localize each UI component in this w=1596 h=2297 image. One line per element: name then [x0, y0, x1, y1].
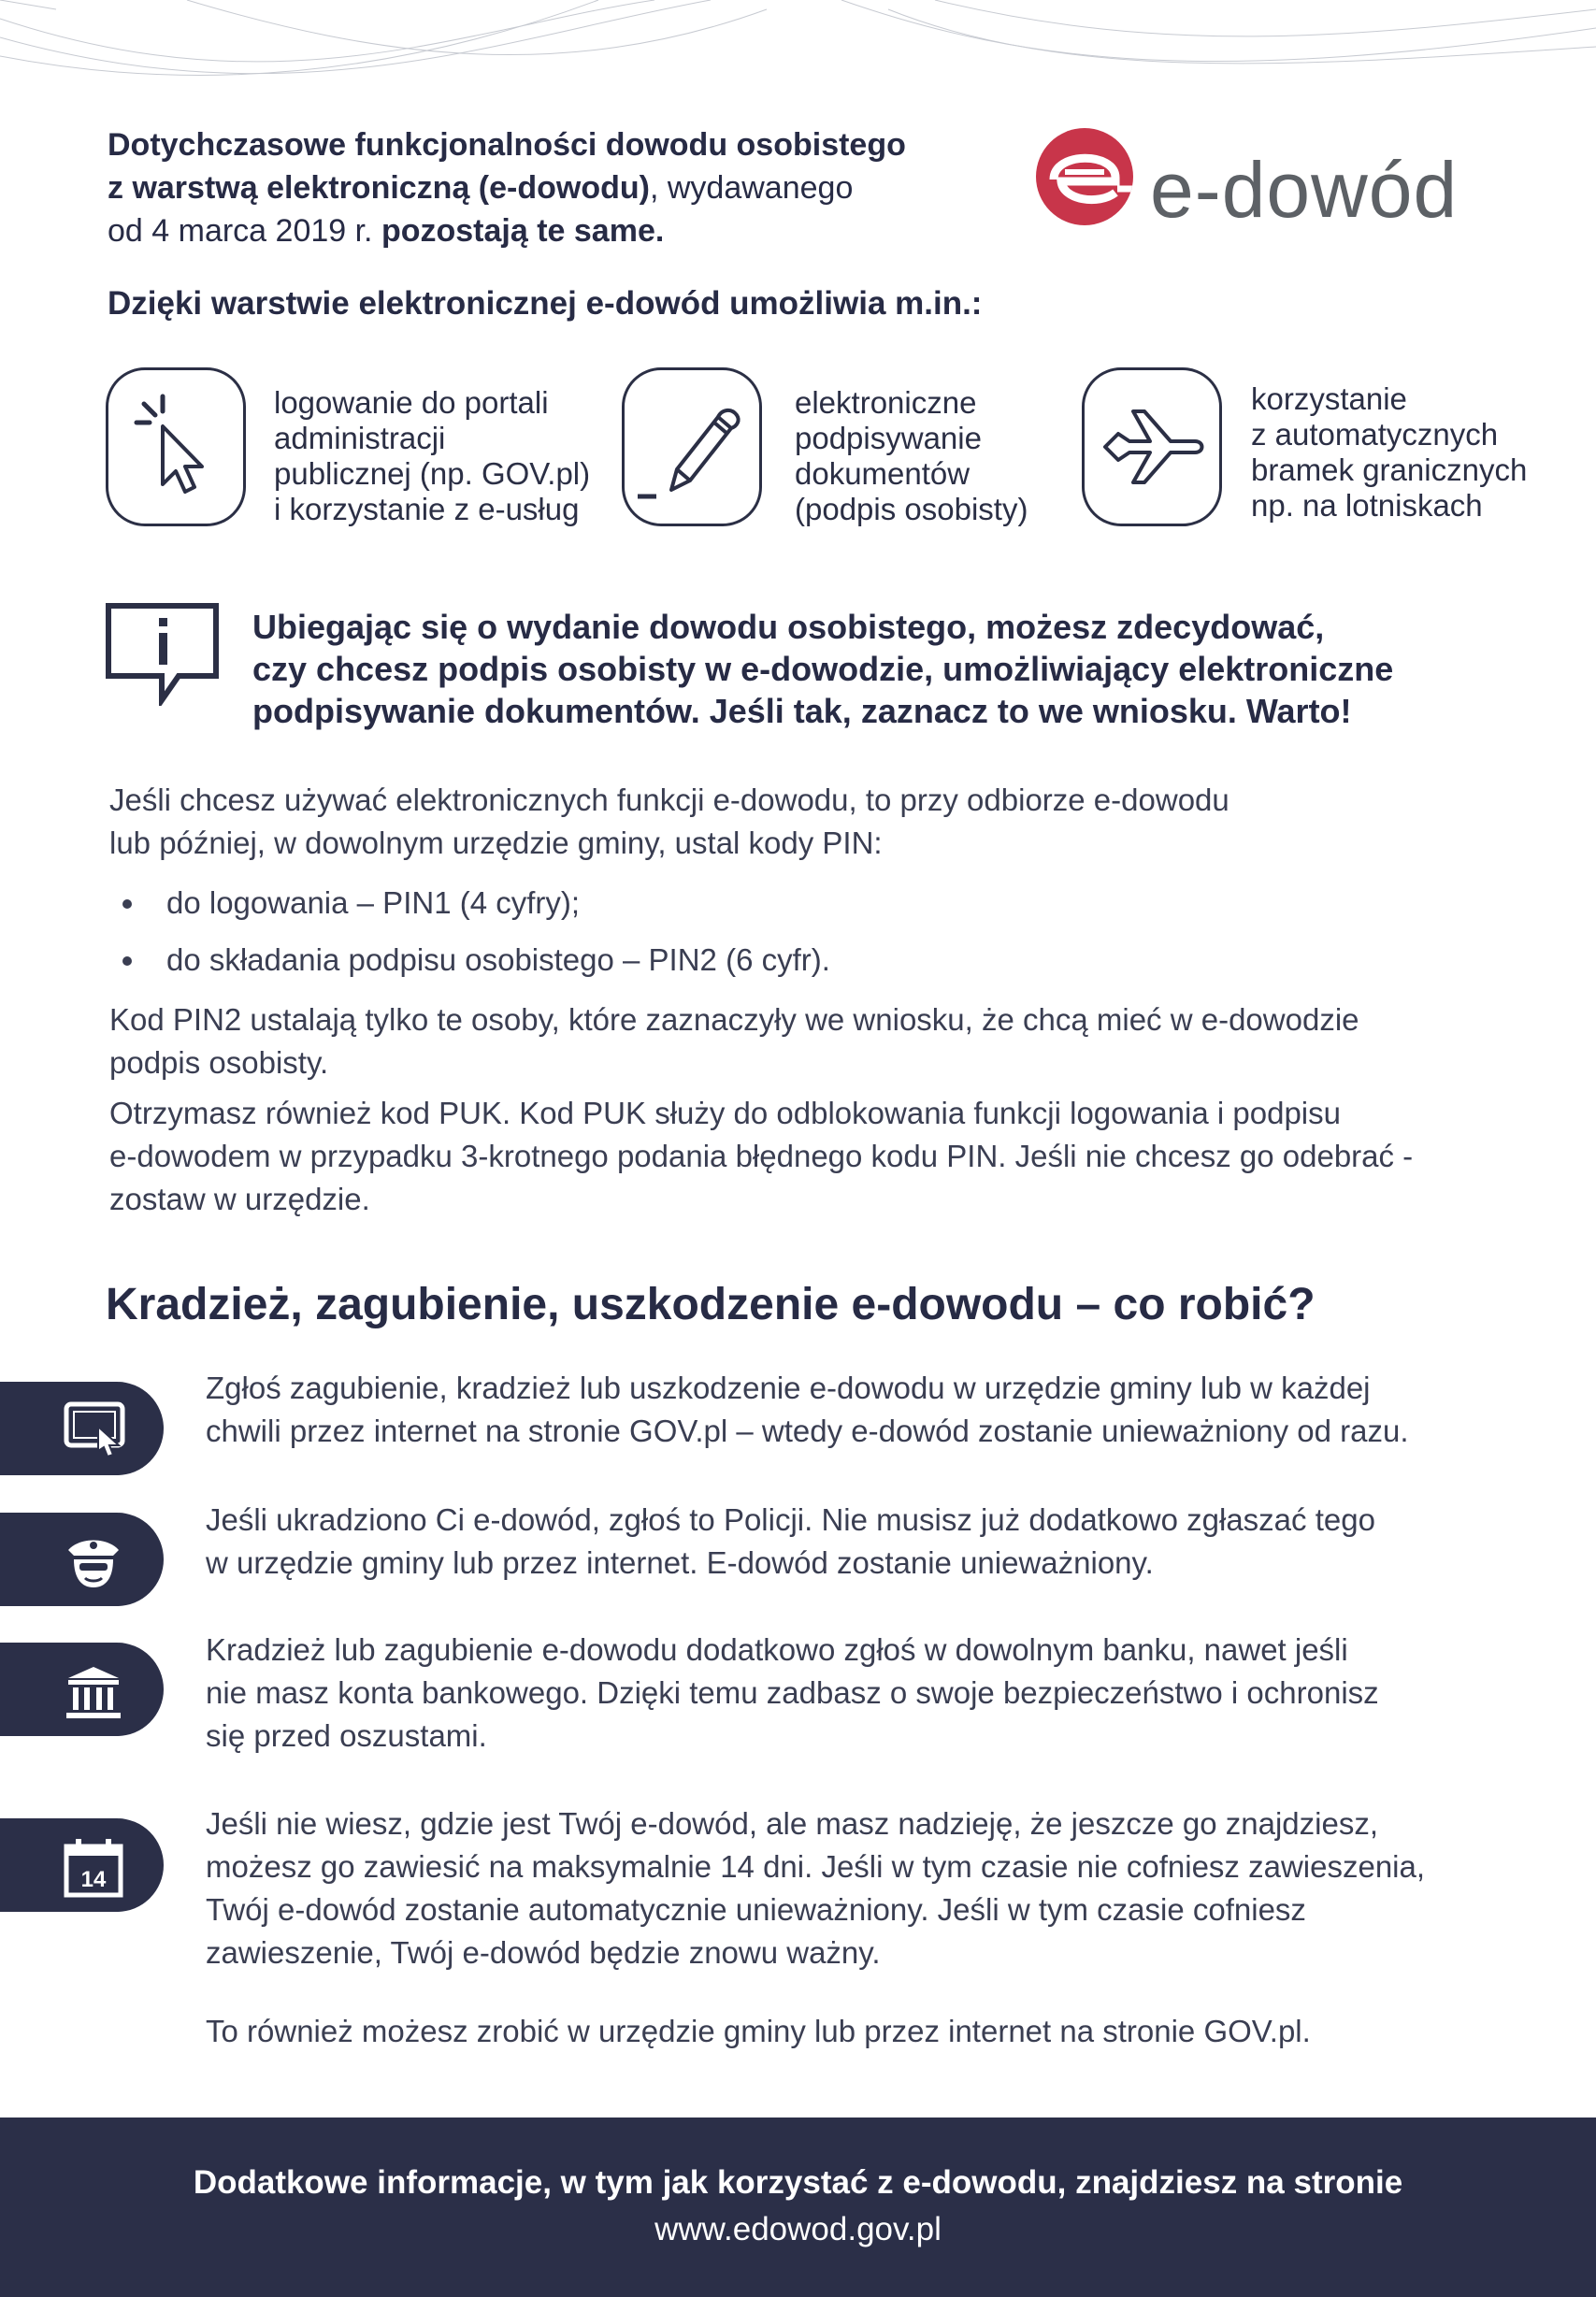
step-line: Jeśli nie wiesz, gdzie jest Twój e-dowód, ale masz nadzieję, że jeszcze go znajdziesz,: [206, 1806, 1378, 1841]
paragraph-line: Jeśli chcesz używać elektronicznych funkcji e-dowodu, to przy odbiorze e-dowodu: [109, 782, 1229, 817]
feature-line: (podpis osobisty): [795, 492, 1028, 526]
feature-text-login: [274, 385, 590, 527]
plane-icon: [1085, 370, 1219, 524]
logo-text: e-dowód: [1150, 146, 1459, 234]
step-line: w urzędzie gminy lub przez internet. E-dowód zostanie unieważniony.: [206, 1545, 1154, 1580]
step-text-bank: [206, 1629, 1515, 1758]
pin-bullet-1: [124, 882, 580, 925]
feature-line: z automatycznych: [1251, 417, 1499, 452]
feature-line: publicznej (np. GOV.pl): [274, 456, 591, 491]
paragraph-line: lub później, w dowolnym urzędzie gminy, ustal kody PIN:: [109, 825, 883, 860]
loss-heading: Kradzież, zagubienie, uszkodzenie e-dowodu – co robić?: [106, 1280, 1316, 1329]
info-line: podpisywanie dokumentów. Jeśli tak, zaznacz to we wniosku. Warto!: [252, 692, 1352, 730]
feature-line: logowanie do portali: [274, 385, 549, 420]
feature-line: dokumentów: [795, 456, 971, 491]
police-officer-icon: [61, 1529, 126, 1595]
step-line: zawieszenie, Twój e-dowód będzie znowu ważny.: [206, 1935, 881, 1970]
paragraph-line: e-dowodem w przypadku 3-krotnego podania błędnego kodu PIN. Jeśli nie chcesz go odebrać -: [109, 1139, 1414, 1173]
step-text-police: [206, 1499, 1515, 1585]
pin-paragraph-2: [109, 998, 1484, 1084]
step-tab-bank: [0, 1643, 164, 1736]
pin-bullet-2: [124, 939, 830, 982]
step-line: Twój e-dowód zostanie automatycznie unieważniony. Jeśli w tym czasie cofniesz: [206, 1892, 1306, 1927]
step-tab-suspend: [0, 1818, 164, 1912]
calendar-icon: [61, 1835, 126, 1901]
step-line: możesz go zawiesić na maksymalnie 14 dni. Jeśli w tym czasie nie cofniesz zawieszenia,: [206, 1849, 1426, 1884]
feature-line: i korzystanie z e-usług: [274, 492, 580, 526]
feature-line: elektroniczne: [795, 385, 977, 420]
feature-box-login: [106, 367, 246, 526]
intro-bold-2: z warstwą elektroniczną (e-dowodu): [108, 170, 650, 206]
footer-text: Dodatkowe informacje, w tym jak korzystać z e-dowodu, znajdziesz na stronie: [193, 2164, 1403, 2201]
paragraph-line: podpis osobisty.: [109, 1045, 329, 1080]
feature-text-border-gates: [1251, 381, 1527, 524]
step-tab-online: [0, 1382, 164, 1475]
feature-line: administracji: [274, 421, 446, 455]
feature-line: korzystanie: [1251, 381, 1407, 416]
bank-icon: [61, 1659, 126, 1725]
footer-url: www.edowod.gov.pl: [654, 2211, 942, 2247]
bullet-dot: [122, 956, 132, 966]
intro-bold-3: pozostają te same.: [381, 213, 665, 249]
bullet-text: do składania podpisu osobistego – PIN2 (6 cyfr).: [166, 942, 830, 977]
decorative-wave-lines: [0, 0, 1596, 122]
calendar-day: 14: [80, 1867, 107, 1892]
e-dowod-logo-icon: [1033, 123, 1136, 231]
feature-line: podpisywanie: [795, 421, 982, 455]
bullet-dot: [122, 899, 132, 909]
step-line: nie masz konta bankowego. Dzięki temu zadbasz o swoje bezpieczeństwo i ochronisz: [206, 1675, 1379, 1710]
paragraph-line: Kod PIN2 ustalają tylko te osoby, które zaznaczyły we wniosku, że chcą mieć w e-dowodzie: [109, 1002, 1359, 1037]
feature-box-signature: [622, 367, 762, 526]
intro-text: [108, 123, 1005, 252]
step-line: Kradzież lub zagubienie e-dowodu dodatkowo zgłoś w dowolnym banku, nawet jeśli: [206, 1632, 1348, 1667]
info-line: czy chcesz podpis osobisty w e-dowodzie, umożliwiający elektroniczne: [252, 650, 1394, 688]
pen-icon: [625, 370, 759, 524]
step-line: chwili przez internet na stronie GOV.pl – wtedy e-dowód zostanie unieważniony od razu.: [206, 1414, 1409, 1448]
feature-box-border-gates: [1082, 367, 1222, 526]
intro-normal-1: , wydawanego: [649, 170, 854, 206]
pin-paragraph-3: [109, 1092, 1484, 1221]
step-line: Jeśli ukradziono Ci e-dowód, zgłoś to Policji. Nie musisz już dodatkowo zgłaszać tego: [206, 1502, 1375, 1537]
closing-text: To również możesz zrobić w urzędzie gminy lub przez internet na stronie GOV.pl.: [206, 2014, 1311, 2048]
bullet-text: do logowania – PIN1 (4 cyfry);: [166, 885, 581, 920]
features-heading: Dzięki warstwie elektronicznej e-dowód umożliwia m.in.:: [108, 285, 983, 322]
step-text-online: [206, 1367, 1515, 1453]
intro-bold-1: Dotychczasowe funkcjonalności dowodu osobistego: [108, 127, 906, 163]
step-tab-police: [0, 1513, 164, 1606]
info-text: [252, 606, 1496, 732]
tablet-touch-icon: [61, 1399, 136, 1460]
step-line: się przed oszustami.: [206, 1718, 487, 1753]
cursor-icon: [108, 370, 243, 524]
info-bubble-icon: [106, 603, 223, 706]
footer-banner: [0, 2118, 1596, 2297]
intro-normal-2: od 4 marca 2019 r.: [108, 213, 373, 249]
feature-text-signature: [795, 385, 1028, 527]
feature-line: bramek granicznych: [1251, 452, 1528, 487]
pin-paragraph-1: [109, 779, 1484, 865]
feature-line: np. na lotniskach: [1251, 488, 1483, 523]
paragraph-line: zostaw w urzędzie.: [109, 1182, 370, 1216]
step-text-suspend: [206, 1802, 1515, 1974]
step-line: Zgłoś zagubienie, kradzież lub uszkodzenie e-dowodu w urzędzie gminy lub w każdej: [206, 1371, 1371, 1405]
info-line: Ubiegając się o wydanie dowodu osobistego, możesz zdecydować,: [252, 608, 1325, 646]
paragraph-line: Otrzymasz również kod PUK. Kod PUK służy do odblokowania funkcji logowania i podpisu: [109, 1096, 1341, 1130]
